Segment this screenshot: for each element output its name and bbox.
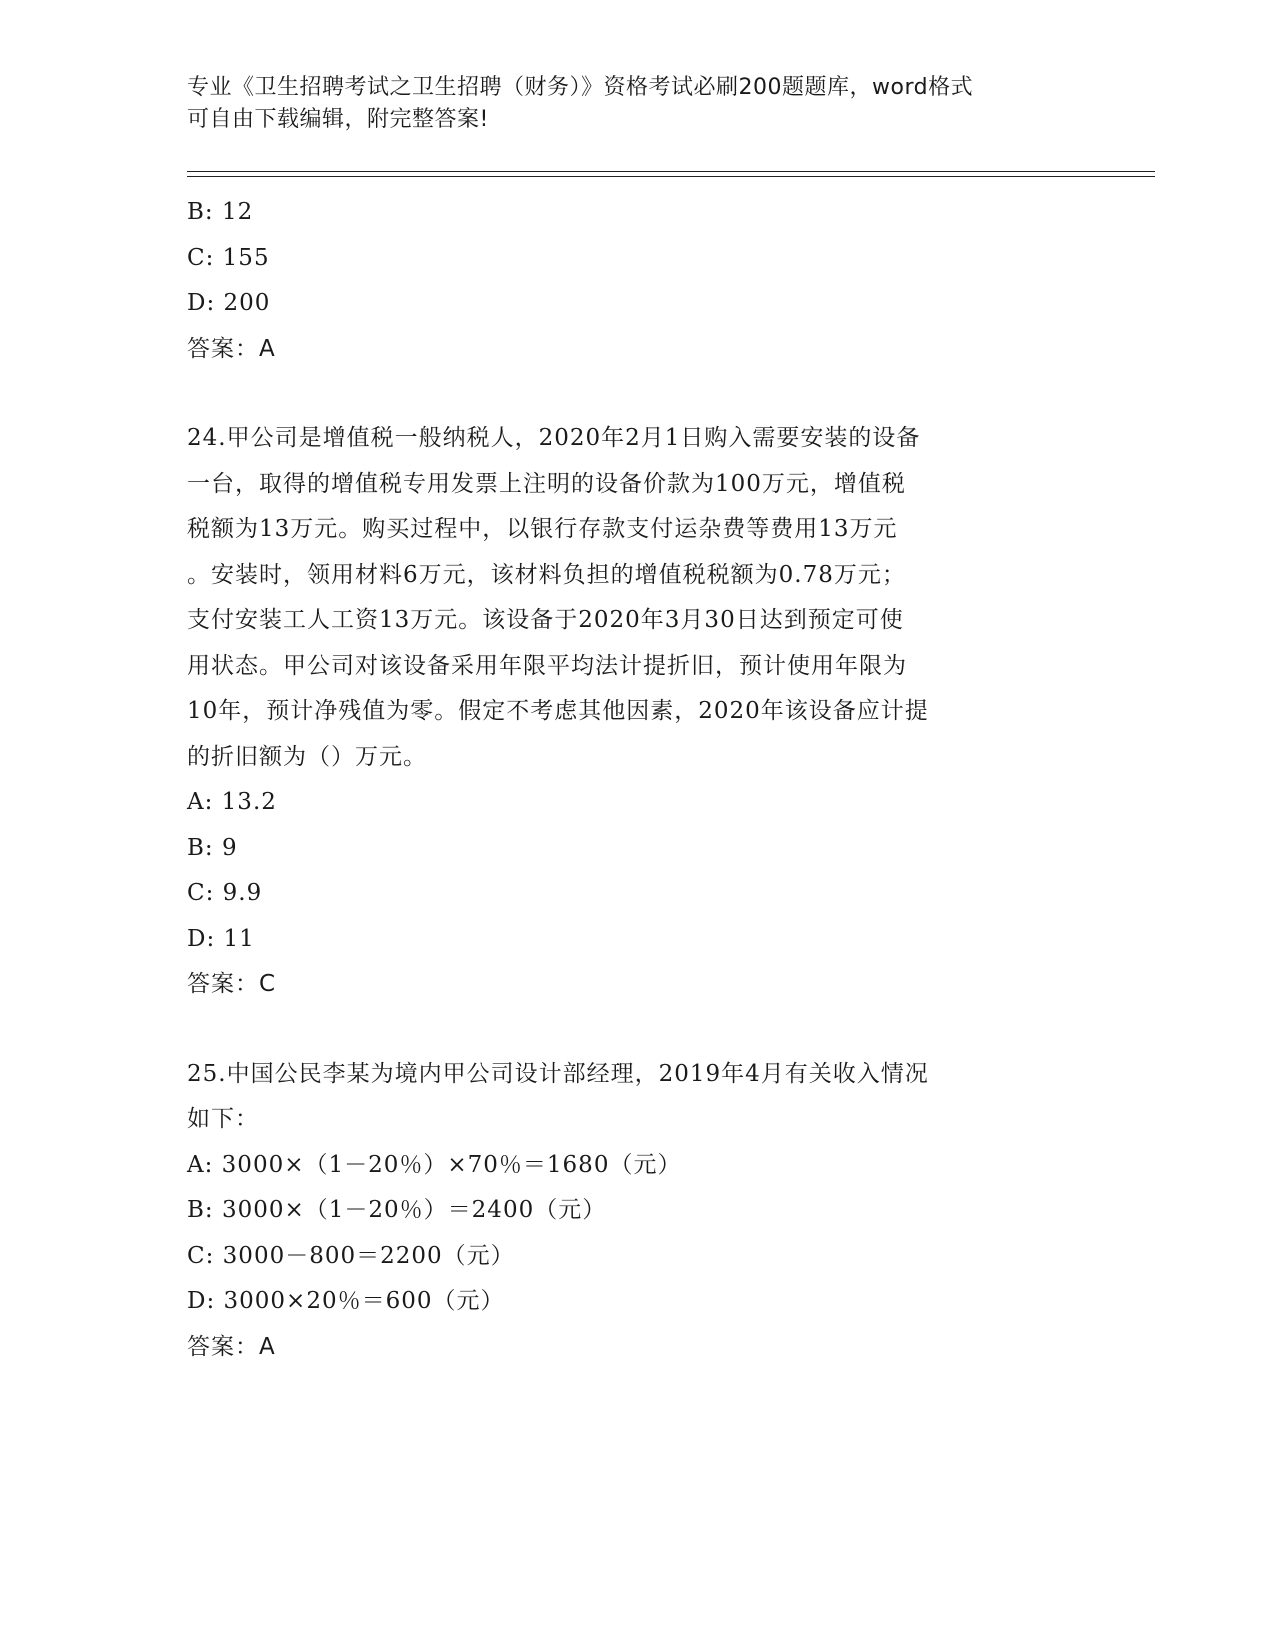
stem-line: 支付安装工人工资13万元。该设备于2020年3月30日达到预定可使: [187, 607, 904, 633]
answer: 答案：A: [187, 1333, 276, 1360]
option-a: [187, 780, 1087, 826]
question-stem: [187, 1052, 1087, 1143]
option-label: B:: [187, 199, 214, 225]
option-d: [187, 281, 1087, 327]
option-text: 9.9: [222, 880, 263, 906]
option-b: [187, 190, 1087, 236]
option-text: 3000×（1－20％）×70％＝1680（元）: [221, 1151, 682, 1178]
option-label: C:: [187, 244, 215, 271]
option-label: A:: [187, 789, 214, 815]
spacer: [187, 372, 1087, 416]
option-c: [187, 1234, 1087, 1280]
stem-line: 用状态。甲公司对该设备采用年限平均法计提折旧，预计使用年限为: [187, 652, 907, 679]
stem-line: 25.中国公民李某为境内甲公司设计部经理，2019年4月有关收入情况: [187, 1060, 929, 1087]
question-stem: [187, 416, 1087, 780]
header-title-line-2: 可自由下载编辑，附完整答案!: [187, 107, 489, 132]
option-label: C:: [187, 880, 215, 906]
option-label: C:: [187, 1242, 215, 1269]
spacer: [187, 1008, 1087, 1052]
option-text: 3000×20％＝600（元）: [223, 1288, 505, 1314]
stem-line: 24.甲公司是增值税一般纳税人，2020年2月1日购入需要安装的设备: [187, 425, 921, 451]
stem-line: 税额为13万元。购买过程中，以银行存款支付运杂费等费用13万元: [187, 516, 898, 542]
header-divider-top: [187, 171, 1155, 172]
option-text: 12: [221, 199, 254, 225]
document-header: [187, 72, 1087, 136]
option-label: B:: [187, 834, 214, 861]
stem-line: 如下：: [187, 1106, 259, 1132]
stem-line: 。安装时，领用材料6万元，该材料负担的增值税税额为0.78万元；: [187, 561, 906, 588]
stem-line: 一台，取得的增值税专用发票上注明的设备价款为100万元，增值税: [187, 470, 906, 497]
option-label: D:: [187, 925, 216, 952]
question-24: [187, 416, 1087, 1008]
option-label: D:: [187, 1288, 216, 1314]
header-title-line-1: 专业《卫生招聘考试之卫生招聘（财务）》资格考试必刷200题题库，word格式: [187, 75, 974, 100]
option-label: D:: [187, 290, 216, 316]
option-label: A:: [187, 1151, 214, 1178]
option-text: 200: [223, 290, 271, 316]
option-text: 155: [222, 244, 270, 271]
option-text: 3000×（1－20％）＝2400（元）: [221, 1197, 607, 1223]
question-25: [187, 1052, 1087, 1371]
stem-line: 的折旧额为（）万元。: [187, 743, 427, 770]
option-b: [187, 826, 1087, 872]
option-c: [187, 871, 1087, 917]
stem-line: 10年，预计净残值为零。假定不考虑其他因素，2020年该设备应计提: [187, 698, 929, 724]
answer: 答案：C: [187, 971, 277, 997]
option-b: [187, 1188, 1087, 1234]
header-divider-bottom: [187, 176, 1155, 177]
option-text: 9: [221, 834, 238, 861]
option-text: 11: [223, 925, 255, 952]
question-content: [187, 190, 1087, 1370]
option-a: [187, 1143, 1087, 1189]
answer: 答案：A: [187, 335, 276, 362]
option-d: [187, 917, 1087, 963]
option-text: 13.2: [221, 789, 277, 815]
option-c: [187, 236, 1087, 282]
question-23-tail: [187, 190, 1087, 372]
option-text: 3000－800＝2200（元）: [222, 1242, 515, 1269]
option-d: [187, 1279, 1087, 1325]
option-label: B:: [187, 1197, 214, 1223]
